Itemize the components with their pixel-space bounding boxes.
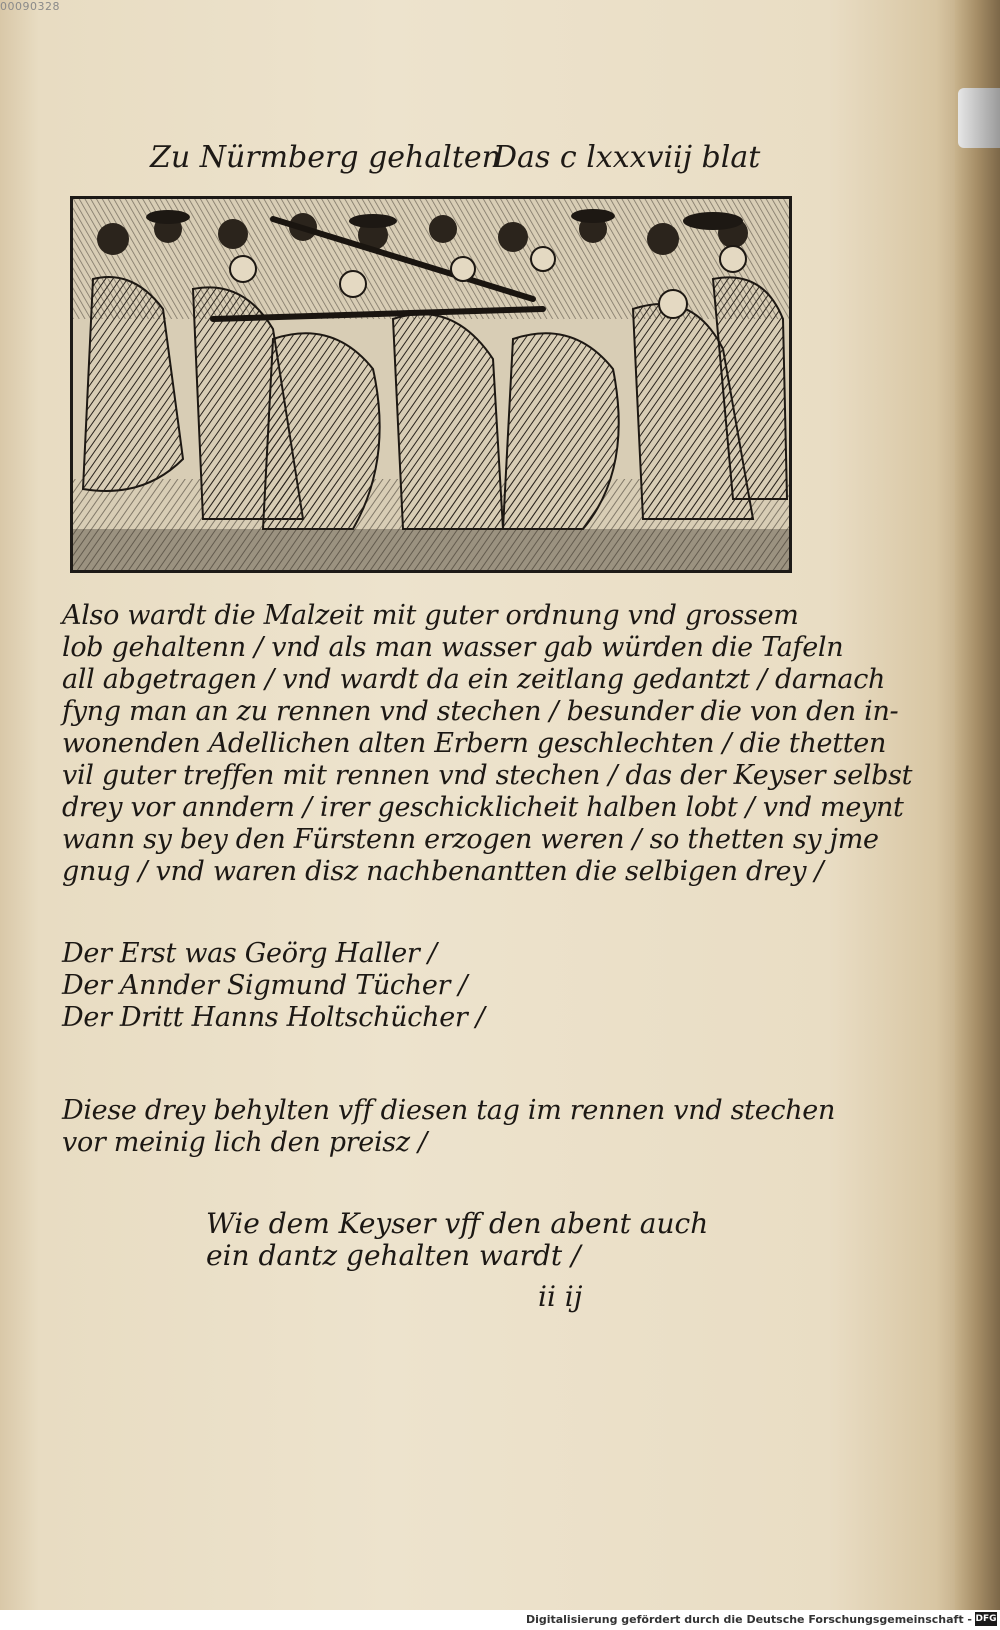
text-line: lob gehaltenn / vnd als man wasser gab würden die Tafeln — [62, 632, 844, 663]
section-heading — [206, 1207, 708, 1271]
bookmark-tab — [958, 88, 1000, 148]
second-paragraph — [62, 1095, 836, 1159]
text-line: drey vor anndern / irer geschicklicheit halben lobt / vnd meynt — [62, 792, 904, 823]
funding-credit: Digitalisierung gefördert durch die Deutsche Forschungsgemeinschaft - — [525, 1613, 972, 1626]
names-list — [62, 938, 782, 1034]
scan-id: 00090328 — [0, 0, 60, 13]
woodcut-illustration — [70, 196, 792, 573]
text-line: Diese drey behylten vff diesen tag im rennen vnd stechen — [62, 1095, 836, 1126]
name-line: Der Erst was Geörg Haller / — [62, 938, 437, 969]
text-line: vor meinig lich den preisz / — [62, 1127, 427, 1158]
running-head-right: Das c lxxxviij blat — [493, 140, 761, 175]
heading-line: ein dantz gehalten wardt / — [206, 1239, 581, 1272]
text-line: Also wardt die Malzeit mit guter ordnung vnd grossem — [62, 600, 799, 631]
signature-mark: ii ij — [538, 1280, 583, 1313]
name-line: Der Dritt Hanns Holtschücher / — [62, 1002, 485, 1033]
text-line: wann sy bey den Fürstenn erzogen weren / so thetten sy jme — [62, 824, 879, 855]
main-paragraph — [62, 600, 913, 888]
page-edge — [955, 0, 1000, 1610]
text-line: fyng man an zu rennen vnd stechen / besunder die von den in- — [62, 696, 899, 727]
text-line: gnug / vnd waren disz nachbenantten die selbigen drey / — [62, 856, 824, 887]
text-line: wonenden Adellichen alten Erbern geschlechten / die thetten — [62, 728, 887, 759]
name-line: Der Annder Sigmund Tücher / — [62, 970, 468, 1001]
woodcut-scene — [73, 199, 789, 570]
dfg-logo: DFG — [975, 1614, 997, 1624]
text-line: vil guter treffen mit rennen vnd stechen / das der Keyser selbst — [62, 760, 913, 791]
running-head-left: Zu Nürmberg gehalten — [150, 140, 501, 175]
text-line: all abgetragen / vnd wardt da ein zeitlang gedantzt / darnach — [62, 664, 886, 695]
heading-line: Wie dem Keyser vff den abent auch — [206, 1207, 709, 1240]
